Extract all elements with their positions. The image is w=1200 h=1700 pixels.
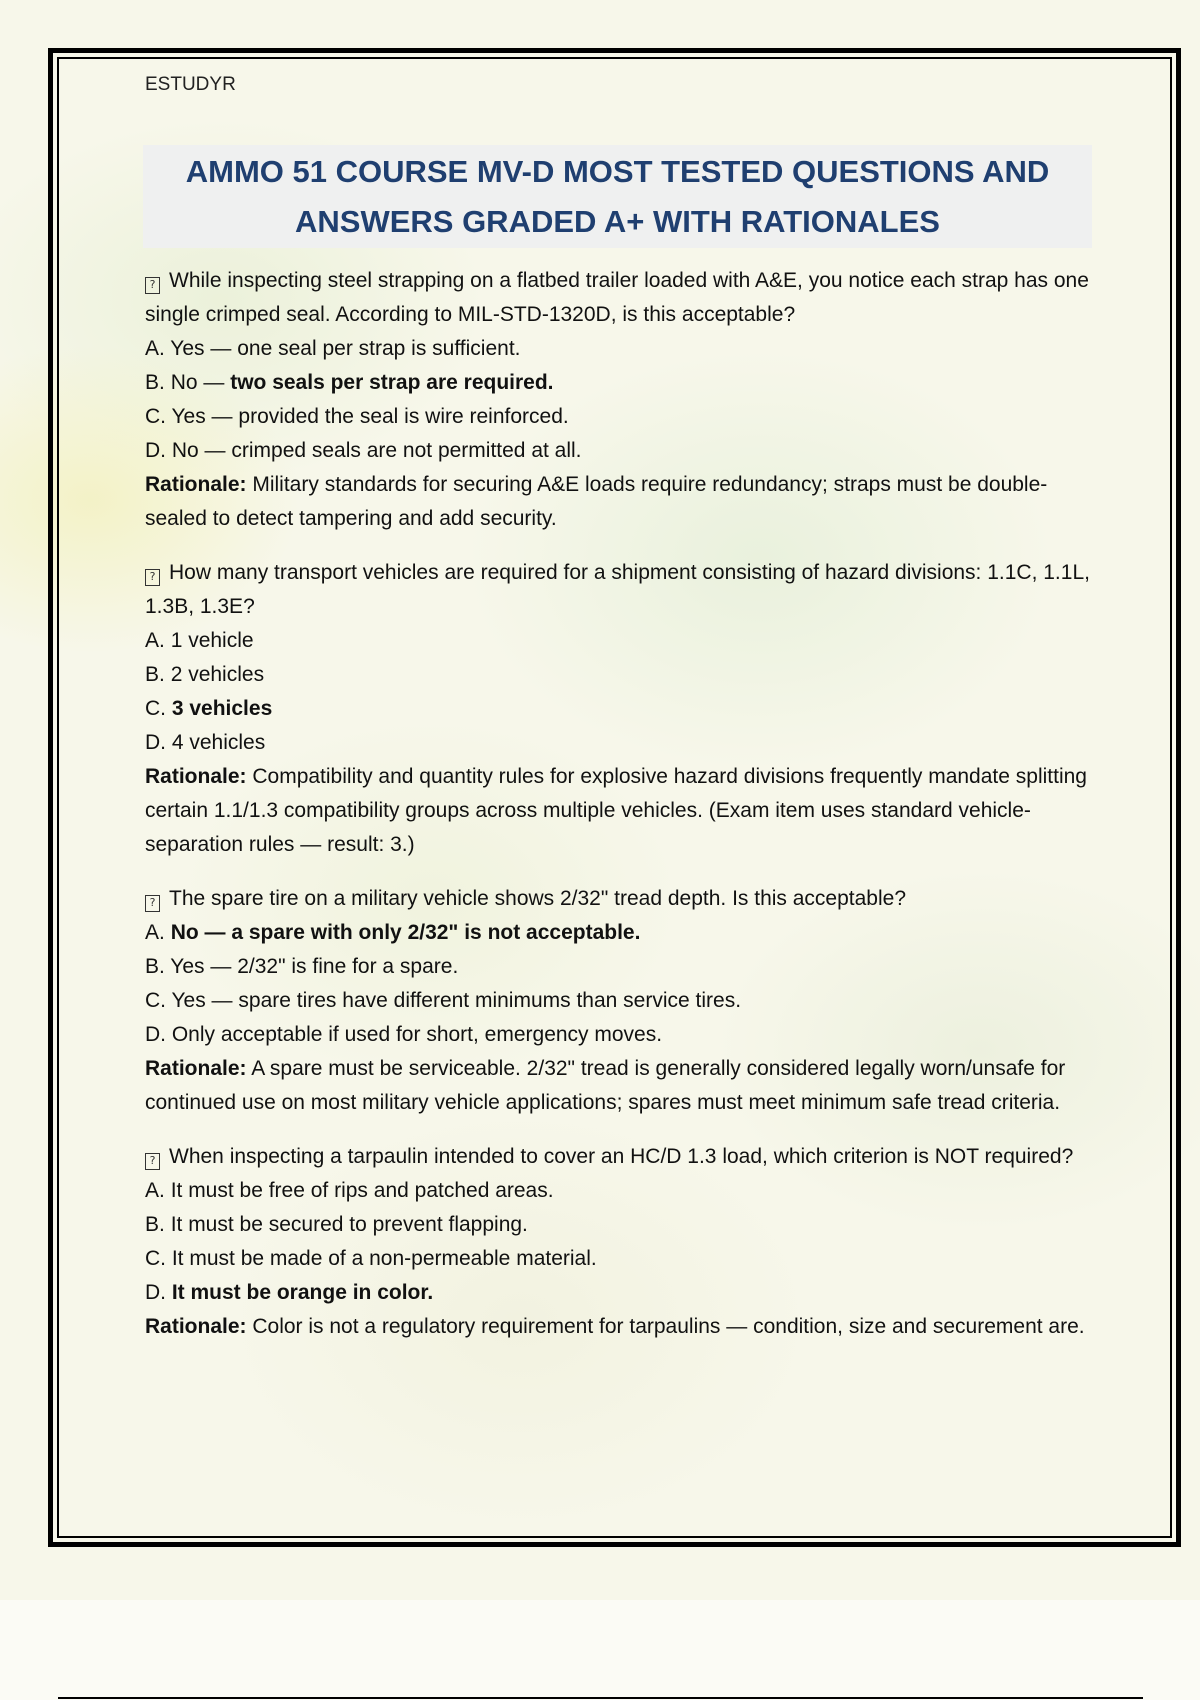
- question-box-icon: ?: [145, 1153, 160, 1170]
- rationale: Rationale: Compatibility and quantity rules for explosive hazard divisions frequently mandate splitting certain 1.1/1.3 compatibility groups across multiple vehicles. (Exam item uses standard vehicle-separation rules — result: 3.): [145, 765, 1087, 856]
- footer-rule: [58, 1697, 1143, 1699]
- question-block: [145, 556, 1090, 862]
- rationale-label: Rationale:: [145, 765, 247, 788]
- option-b: B. No — two seals per strap are required.: [145, 371, 554, 394]
- option-c: C. Yes — spare tires have different minimums than service tires.: [145, 989, 742, 1012]
- rationale-label: Rationale:: [145, 1057, 247, 1080]
- questions-list: [145, 264, 1090, 1364]
- question-text: ? How many transport vehicles are required for a shipment consisting of hazard divisions: 1.1C, 1.1L, 1.3B, 1.3E?: [145, 561, 1090, 618]
- question-block: [145, 264, 1090, 536]
- question-text: ? While inspecting steel strapping on a flatbed trailer loaded with A&E, you notice each strap has one single crimped seal. According to MIL-STD-1320D, is this acceptable?: [145, 269, 1089, 326]
- rationale: Rationale: Color is not a regulatory requirement for tarpaulins — condition, size and securement are.: [145, 1315, 1085, 1338]
- option-a: A. 1 vehicle: [145, 629, 254, 652]
- option-a: A. Yes — one seal per strap is sufficient.: [145, 337, 521, 360]
- question-block: [145, 882, 1090, 1120]
- rationale: Rationale: Military standards for securing A&E loads require redundancy; straps must be double-sealed to detect tampering and add security.: [145, 473, 1048, 530]
- question-box-icon: ?: [145, 569, 160, 586]
- question-box-icon: ?: [145, 895, 160, 912]
- brand-header: ESTUDYR: [145, 74, 236, 95]
- rationale-label: Rationale:: [145, 1315, 247, 1338]
- option-c: C. Yes — provided the seal is wire reinforced.: [145, 405, 569, 428]
- title-banner: [143, 145, 1092, 248]
- question-text: ? The spare tire on a military vehicle shows 2/32" tread depth. Is this acceptable?: [145, 882, 1090, 916]
- option-d: D. It must be orange in color.: [145, 1281, 434, 1304]
- option-d: D. Only acceptable if used for short, emergency moves.: [145, 1023, 663, 1046]
- option-a: A. It must be free of rips and patched areas.: [145, 1179, 554, 1202]
- title-line-1: AMMO 51 COURSE MV-D MOST TESTED QUESTIONS AND: [185, 153, 1050, 189]
- question-text: ? When inspecting a tarpaulin intended to cover an HC/D 1.3 load, which criterion is NOT required?: [145, 1140, 1090, 1174]
- option-d: D. 4 vehicles: [145, 731, 266, 754]
- option-b: B. 2 vehicles: [145, 663, 265, 686]
- option-b: B. Yes — 2/32" is fine for a spare.: [145, 955, 459, 978]
- document-title: [186, 147, 1049, 247]
- title-line-2: ANSWERS GRADED A+ WITH RATIONALES: [295, 203, 940, 239]
- rationale-label: Rationale:: [145, 473, 247, 496]
- option-c: C. It must be made of a non-permeable material.: [145, 1247, 597, 1270]
- option-a: A. No — a spare with only 2/32" is not acceptable.: [145, 921, 641, 944]
- question-box-icon: ?: [145, 277, 160, 294]
- question-block: [145, 1140, 1090, 1344]
- option-d: D. No — crimped seals are not permitted at all.: [145, 439, 582, 462]
- option-c: C. 3 vehicles: [145, 697, 273, 720]
- rationale: Rationale: A spare must be serviceable. 2/32" tread is generally considered legally worn/unsafe for continued use on most military vehicle applications; spares must meet minimum safe tread criteria.: [145, 1057, 1066, 1114]
- option-b: B. It must be secured to prevent flapping.: [145, 1213, 528, 1236]
